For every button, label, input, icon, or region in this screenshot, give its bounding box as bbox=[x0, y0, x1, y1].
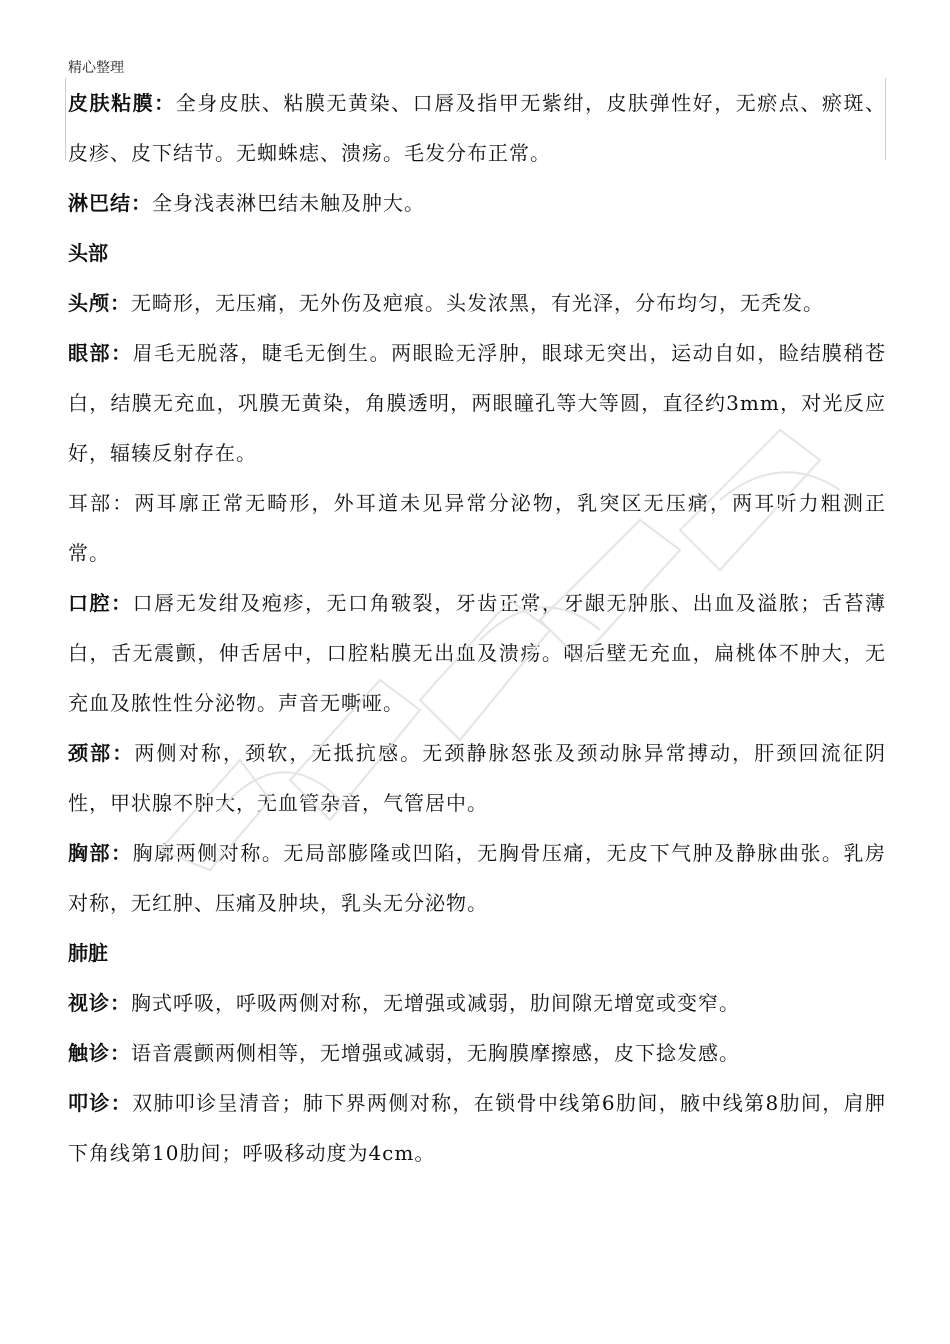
section-title: 口腔： bbox=[68, 591, 133, 615]
section-chest bbox=[68, 828, 886, 928]
section-title: 眼部： bbox=[68, 341, 133, 365]
section-mouth bbox=[68, 578, 886, 728]
section-title: 颈部： bbox=[68, 741, 135, 765]
section-text: 双肺叩诊呈清音；肺下界两侧对称，在锁骨中线第6肋间，腋中线第8肋间，肩胛下角线第10肋间；呼吸移动度为4cm。 bbox=[68, 1091, 887, 1165]
section-title: 皮肤粘膜： bbox=[68, 91, 176, 115]
section-eyes bbox=[68, 328, 886, 478]
section-title: 视诊： bbox=[68, 991, 131, 1015]
section-title: 触诊： bbox=[68, 1041, 131, 1065]
section-neck bbox=[68, 728, 886, 828]
heading-lungs: 肺脏 bbox=[68, 941, 108, 965]
frame-line-left bbox=[65, 78, 66, 160]
document-body bbox=[68, 78, 886, 1178]
section-title: 淋巴结： bbox=[68, 191, 152, 215]
section-inspection bbox=[68, 978, 886, 1028]
section-skull bbox=[68, 278, 886, 328]
section-title: 叩诊： bbox=[68, 1091, 133, 1115]
section-title: 头颅： bbox=[68, 291, 131, 315]
section-text: 语音震颤两侧相等，无增强或减弱，无胸膜摩擦感，皮下捻发感。 bbox=[131, 1041, 740, 1065]
section-ears: 耳部：两耳廓正常无畸形，外耳道未见异常分泌物，乳突区无压痛，两耳听力粗测正常。 bbox=[68, 491, 886, 565]
section-text: 胸廓两侧对称。无局部膨隆或凹陷，无胸骨压痛，无皮下气肿及静脉曲张。乳房对称，无红肿、压痛及肿块，乳头无分泌物。 bbox=[68, 841, 887, 915]
section-text: 全身皮肤、粘膜无黄染、口唇及指甲无紫绀，皮肤弹性好，无瘀点、瘀斑、皮疹、皮下结节。无蜘蛛痣、溃疡。毛发分布正常。 bbox=[68, 91, 886, 165]
header-label: 精心整理 bbox=[68, 60, 124, 76]
section-text: 眉毛无脱落，睫毛无倒生。两眼睑无浮肿，眼球无突出，运动自如，睑结膜稍苍白，结膜无充血，巩膜无黄染，角膜透明，两眼瞳孔等大等圆，直径约3mm，对光反应好，辐辏反射存在。 bbox=[68, 341, 887, 465]
section-text: 无畸形，无压痛，无外伤及疤痕。头发浓黑，有光泽，分布均匀，无秃发。 bbox=[131, 291, 824, 315]
section-text: 口唇无发绀及疱疹，无口角皲裂，牙齿正常，牙龈无肿胀、出血及溢脓；舌苔薄白，舌无震颤，伸舌居中，口腔粘膜无出血及溃疡。咽后壁无充血，扁桃体不肿大，无充血及脓性性分泌物。声音无嘶哑。 bbox=[68, 591, 887, 715]
section-text: 两侧对称，颈软，无抵抗感。无颈静脉怒张及颈动脉异常搏动，肝颈回流征阴性，甲状腺不肿大，无血管杂音，气管居中。 bbox=[68, 741, 887, 815]
section-skin bbox=[68, 78, 886, 178]
heading-head: 头部 bbox=[68, 241, 108, 265]
section-palpation bbox=[68, 1028, 886, 1078]
section-title: 胸部： bbox=[68, 841, 133, 865]
section-text: 胸式呼吸，呼吸两侧对称，无增强或减弱，肋间隙无增宽或变窄。 bbox=[131, 991, 740, 1015]
section-percussion bbox=[68, 1078, 886, 1178]
section-text: 全身浅表淋巴结未触及肿大。 bbox=[152, 191, 425, 215]
section-lymph bbox=[68, 178, 886, 228]
